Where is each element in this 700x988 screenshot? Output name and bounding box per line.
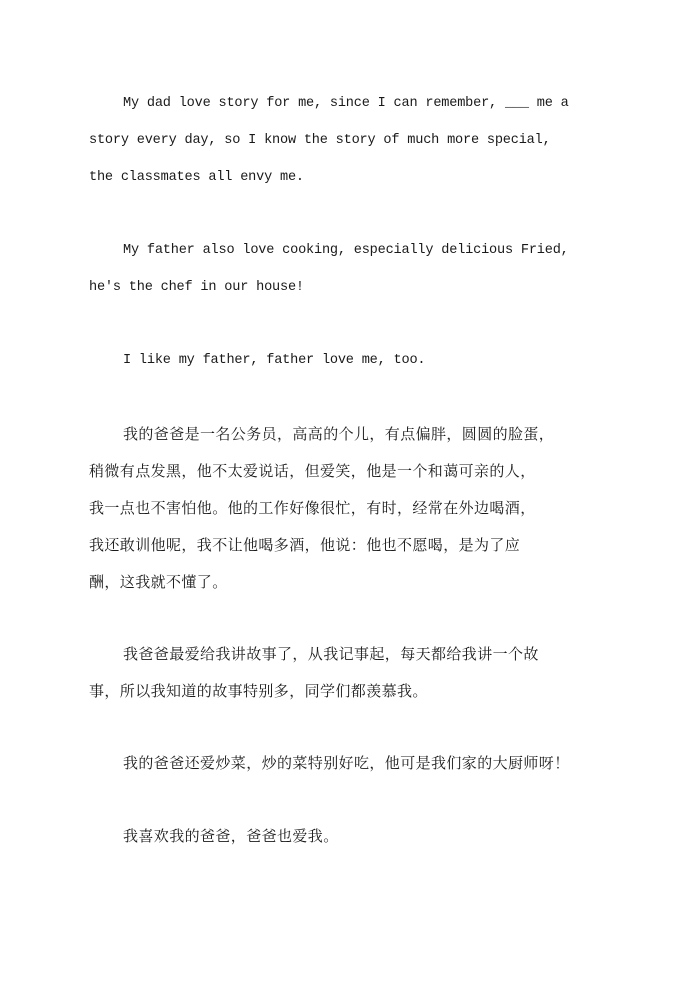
text-line: My father also love cooking, especially delicious Fried, — [123, 243, 569, 258]
text-line: 我喜欢我的爸爸，爸爸也爱我。 — [123, 827, 339, 845]
chinese-paragraph-2 — [89, 636, 596, 710]
english-paragraph-2 — [89, 232, 596, 306]
chinese-paragraph-1 — [89, 416, 596, 601]
text-line: 事，所以我知道的故事特别多，同学们都羡慕我。 — [89, 682, 428, 700]
text-line: 我还敢训他呢，我不让他喝多酒，他说：他也不愿喝，是为了应 — [89, 536, 521, 554]
text-line: 酬，这我就不懂了。 — [89, 573, 228, 591]
text-line: 我爸爸最爱给我讲故事了，从我记事起，每天都给我讲一个故 — [123, 645, 539, 663]
text-line: the classmates all envy me. — [89, 170, 304, 185]
chinese-paragraph-3 — [106, 745, 596, 782]
english-paragraph-3 — [106, 342, 596, 379]
text-line: 稍微有点发黑，他不太爱说话，但爱笑，他是一个和蔼可亲的人， — [89, 462, 536, 480]
text-line: he's the chef in our house! — [89, 280, 304, 295]
text-line: 我的爸爸还爱炒菜，炒的菜特别好吃，他可是我们家的大厨师呀！ — [123, 754, 570, 772]
chinese-paragraph-4 — [106, 818, 596, 855]
text-line: I like my father, father love me, too. — [123, 353, 426, 368]
text-line: story every day, so I know the story of much more special, — [89, 133, 551, 148]
text-line: 我的爸爸是一名公务员，高高的个儿，有点偏胖，圆圆的脸蛋， — [123, 425, 555, 443]
text-line: 我一点也不害怕他。他的工作好像很忙，有时，经常在外边喝酒， — [89, 499, 536, 517]
english-paragraph-1 — [89, 85, 596, 196]
text-line: My dad love story for me, since I can remember, ___ me a — [123, 96, 569, 111]
